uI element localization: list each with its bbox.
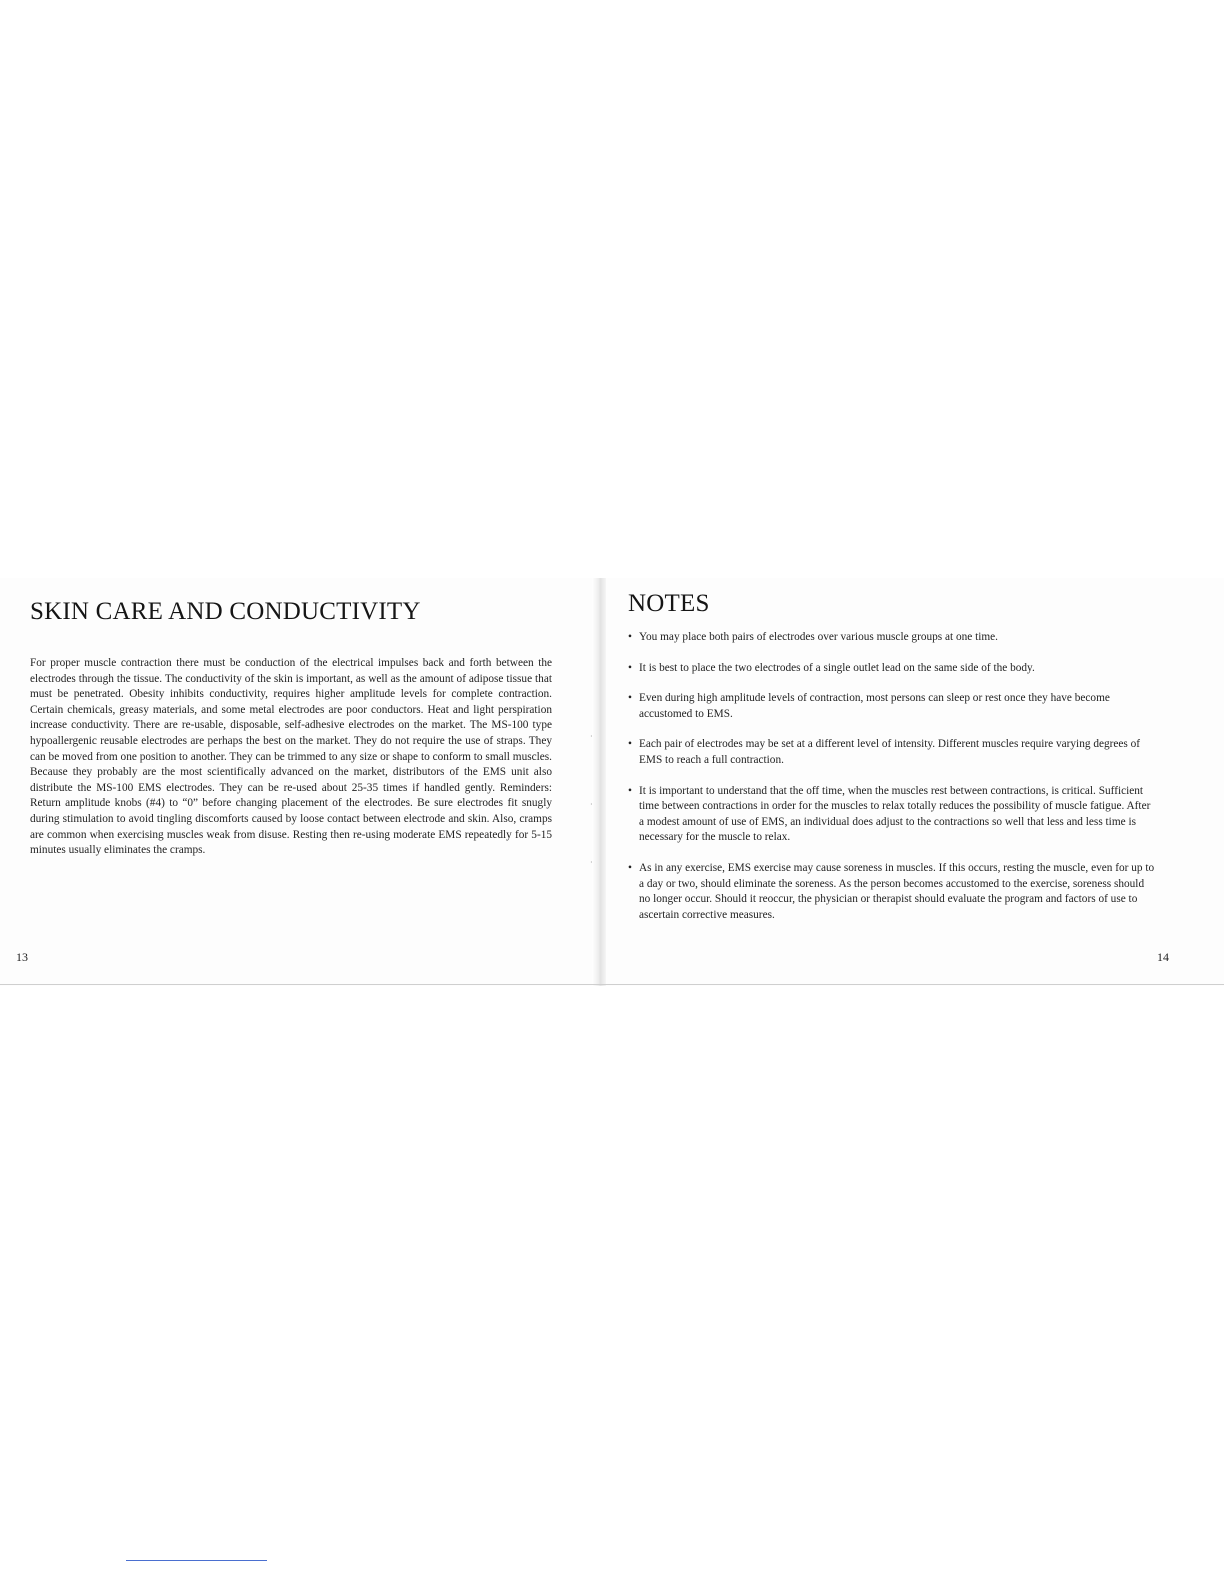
bullet-icon: • [628, 661, 632, 674]
page-heading-notes: NOTES [628, 590, 710, 617]
left-page [30, 578, 552, 870]
note-text: You may place both pairs of electrodes over various muscle groups at one time. [639, 631, 999, 643]
note-text: Each pair of electrodes may be set at a different level of intensity. Different muscles require varying degrees of EMS to reach a full contraction. [639, 738, 1141, 766]
link-underline[interactable] [126, 1560, 267, 1561]
bullet-icon: • [628, 861, 632, 874]
note-item [628, 861, 1158, 923]
note-text: As in any exercise, EMS exercise may cause soreness in muscles. If this occurs, resting the muscle, even for up to a day or two, should eliminate the soreness. As the person becomes accustomed to the exercise, soreness should no longer occur. Should it reoccur, the physician or therapist should evaluate the program and factors of use to ascertain corrective measures. [639, 861, 1155, 921]
note-item [628, 784, 1158, 846]
page-number-left: 13 [16, 950, 28, 964]
skin-care-paragraph: For proper muscle contraction there must be conduction of the electrical impulses back and forth between the electrodes through the tissue. The conductivity of the skin is important, as well as the amount of adipose tissue that must be penetrated. Obesity inhibits conductivity, requires higher amplitude levels for complete contraction. Certain chemicals, greasy materials, and some metal electrodes are poor conductors. Heat and light perspiration increase conductivity. There are re-usable, disposable, self-adhesive electrodes on the market. The MS-100 type hypoallergenic reusable electrodes are perhaps the best on the market. They do not require the use of straps. They can be moved from one position to another. They can be trimmed to any size or shape to conform to small muscles. Because they probably are the most scientifically advanced on the market, distributors of the EMS unit also distribute the MS-100 EMS electrodes. They can be re-used about 25-35 times if handled gently. Reminders: Return amplitude knobs (#4) to “0” before changing placement of the electrodes. Be sure electrodes fit snugly during stimulation to avoid tingling discomforts caused by loose contact between electrode and skin. Also, cramps are common when exercising muscles weak from disuse. Resting then re-using moderate EMS repeatedly for 5-15 minutes usually eliminates the cramps. [30, 657, 552, 857]
scan-speck: · [590, 800, 593, 809]
page-bottom-edge [0, 984, 1224, 985]
bullet-icon: • [628, 692, 632, 705]
page-number-right: 14 [1157, 950, 1169, 964]
scan-speck: · [590, 732, 593, 741]
bullet-icon: • [628, 631, 632, 643]
notes-list [628, 630, 1158, 923]
bullet-icon: • [628, 738, 632, 751]
book-gutter [592, 578, 606, 986]
scan-speck: · [590, 858, 593, 867]
note-text: It is important to understand that the off time, when the muscles rest between contractions, is critical. Sufficient time between contractions in order for the muscles to relax totally reduces the possibility of muscle fatigue. After a modest amount of use of EMS, an individual does adjust to the contractions so well that less and less time is necessary for the muscle to relax. [639, 784, 1151, 844]
right-page [628, 578, 1158, 938]
note-item [628, 630, 1158, 646]
note-text: Even during high amplitude levels of contraction, most persons can sleep or rest once they have become accustomed to EMS. [639, 692, 1110, 720]
page-heading-skin-care: SKIN CARE AND CONDUCTIVITY [30, 598, 421, 625]
note-item [628, 691, 1158, 722]
note-item [628, 737, 1158, 768]
note-item [628, 661, 1158, 677]
bullet-icon: • [628, 784, 632, 797]
note-text: It is best to place the two electrodes of a single outlet lead on the same side of the body. [639, 661, 1035, 674]
